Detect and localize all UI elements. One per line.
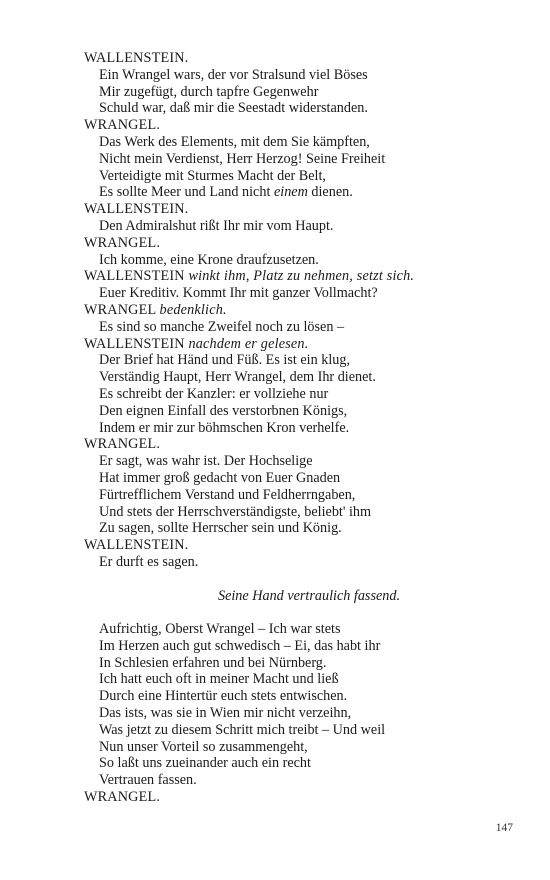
verse-line xyxy=(84,739,514,756)
line-text: WRANGEL xyxy=(84,301,160,318)
verse-line xyxy=(84,621,514,638)
verse-line xyxy=(84,688,514,705)
verse-line xyxy=(84,638,514,655)
line-text: Vertrauen fassen. xyxy=(99,772,197,789)
verse-line xyxy=(84,386,514,403)
speaker-name xyxy=(84,302,514,319)
line-text: Ich hatt euch oft in meiner Macht und ließ xyxy=(99,671,339,688)
stage-direction xyxy=(84,588,514,605)
verse-line xyxy=(84,134,514,151)
verse-line xyxy=(84,168,514,185)
verse-line xyxy=(84,67,514,84)
line-text: Nicht mein Verdienst, Herr Herzog! Seine Freiheit xyxy=(99,150,386,167)
italic-text: einem xyxy=(273,184,308,201)
line-text: Er sagt, was wahr ist. Der Hochselige xyxy=(99,453,313,470)
line-text: In Schlesien erfahren und bei Nürnberg. xyxy=(99,654,327,671)
line-text: Den eignen Einfall des verstorbnen Königs, xyxy=(99,402,348,419)
speaker-name xyxy=(84,789,514,806)
line-text: Im Herzen auch gut schwedisch – Ei, das habt ihr xyxy=(99,637,381,654)
italic-text: winkt ihm, Platz zu nehmen, setzt sich. xyxy=(188,268,415,285)
verse-line xyxy=(84,252,514,269)
verse-line xyxy=(84,403,514,420)
line-text: Den Admiralshut rißt Ihr mir vom Haupt. xyxy=(99,217,334,234)
verse-line xyxy=(84,352,514,369)
verse-line xyxy=(84,84,514,101)
line-text: Mir zugefügt, durch tapfre Gegenwehr xyxy=(99,83,319,100)
verse-line xyxy=(84,705,514,722)
line-text: Das ists, was sie in Wien mir nicht verzeihn, xyxy=(99,705,352,722)
verse-line xyxy=(84,184,514,201)
verse-line xyxy=(84,151,514,168)
line-text: So laßt uns zueinander auch ein recht xyxy=(99,755,311,772)
line-text: Fürtrefflichem Verstand und Feldherrngaben, xyxy=(99,486,356,503)
line-text: WRANGEL. xyxy=(84,789,161,806)
line-text: Es sollte Meer und Land nicht xyxy=(99,184,274,201)
line-text: Aufrichtig, Oberst Wrangel – Ich war stets xyxy=(99,621,341,638)
play-text xyxy=(84,50,514,806)
verse-line xyxy=(84,755,514,772)
verse-line xyxy=(84,470,514,487)
verse-line xyxy=(84,504,514,521)
line-text: Es sind so manche Zweifel noch zu lösen – xyxy=(99,318,345,335)
verse-line xyxy=(84,100,514,117)
verse-line xyxy=(84,453,514,470)
line-text: Nun unser Vorteil so zusammengeht, xyxy=(99,738,308,755)
line-text: Verteidigte mit Sturmes Macht der Belt, xyxy=(99,167,326,184)
line-text: Er durft es sagen. xyxy=(99,553,199,570)
line-text: Ich komme, eine Krone draufzusetzen. xyxy=(99,251,319,268)
verse-line xyxy=(84,420,514,437)
line-text: Der Brief hat Händ und Füß. Es ist ein klug, xyxy=(99,352,351,369)
page-number: 147 xyxy=(495,822,513,834)
line-text-after: dienen. xyxy=(307,184,353,201)
verse-line xyxy=(84,218,514,235)
line-text: WALLENSTEIN. xyxy=(84,537,189,554)
speaker-name xyxy=(84,436,514,453)
line-text: Verständig Haupt, Herr Wrangel, dem Ihr dienet. xyxy=(99,369,376,386)
line-text: Was jetzt zu diesem Schritt mich treibt – Und weil xyxy=(99,721,386,738)
italic-text: nachdem er gelesen. xyxy=(188,335,309,352)
verse-line xyxy=(84,319,514,336)
speaker-name xyxy=(84,50,514,67)
line-text: WRANGEL. xyxy=(84,436,161,453)
line-text: Ein Wrangel wars, der vor Stralsund viel Böses xyxy=(99,66,368,83)
line-text: Euer Kreditiv. Kommt Ihr mit ganzer Vollmacht? xyxy=(99,285,378,302)
verse-line xyxy=(84,554,514,571)
speaker-name xyxy=(84,268,514,285)
line-text: Seine Hand vertraulich fassend. xyxy=(217,587,401,604)
line-text: Und stets der Herrschverständigste, beliebt' ihm xyxy=(99,503,372,520)
verse-line xyxy=(84,520,514,537)
line-text: WRANGEL. xyxy=(84,234,161,251)
line-text: WALLENSTEIN xyxy=(84,268,189,285)
speaker-name xyxy=(84,537,514,554)
speaker-name xyxy=(84,336,514,353)
line-text: Schuld war, daß mir die Seestadt widerstanden. xyxy=(99,100,368,117)
blank-line xyxy=(84,571,514,588)
blank-line xyxy=(84,604,514,621)
line-text: WALLENSTEIN. xyxy=(84,50,189,66)
speaker-name xyxy=(84,235,514,252)
verse-line xyxy=(84,722,514,739)
line-text: Das Werk des Elements, mit dem Sie kämpften, xyxy=(99,133,370,150)
verse-line xyxy=(84,369,514,386)
line-text: Indem er mir zur böhmschen Kron verhelfe. xyxy=(99,419,350,436)
line-text: WRANGEL. xyxy=(84,117,161,134)
line-text: Durch eine Hintertür euch stets entwischen. xyxy=(99,688,348,705)
speaker-name xyxy=(84,201,514,218)
line-text: Zu sagen, sollte Herrscher sein und König. xyxy=(99,520,342,537)
verse-line xyxy=(84,487,514,504)
verse-line xyxy=(84,671,514,688)
verse-line xyxy=(84,285,514,302)
verse-line xyxy=(84,772,514,789)
italic-text: bedenklich. xyxy=(159,301,227,318)
line-text: Es schreibt der Kanzler: er vollziehe nur xyxy=(99,385,329,402)
line-text: WALLENSTEIN xyxy=(84,335,189,352)
speaker-name xyxy=(84,117,514,134)
line-text: Hat immer groß gedacht von Euer Gnaden xyxy=(99,469,341,486)
verse-line xyxy=(84,655,514,672)
line-text: WALLENSTEIN. xyxy=(84,201,189,218)
